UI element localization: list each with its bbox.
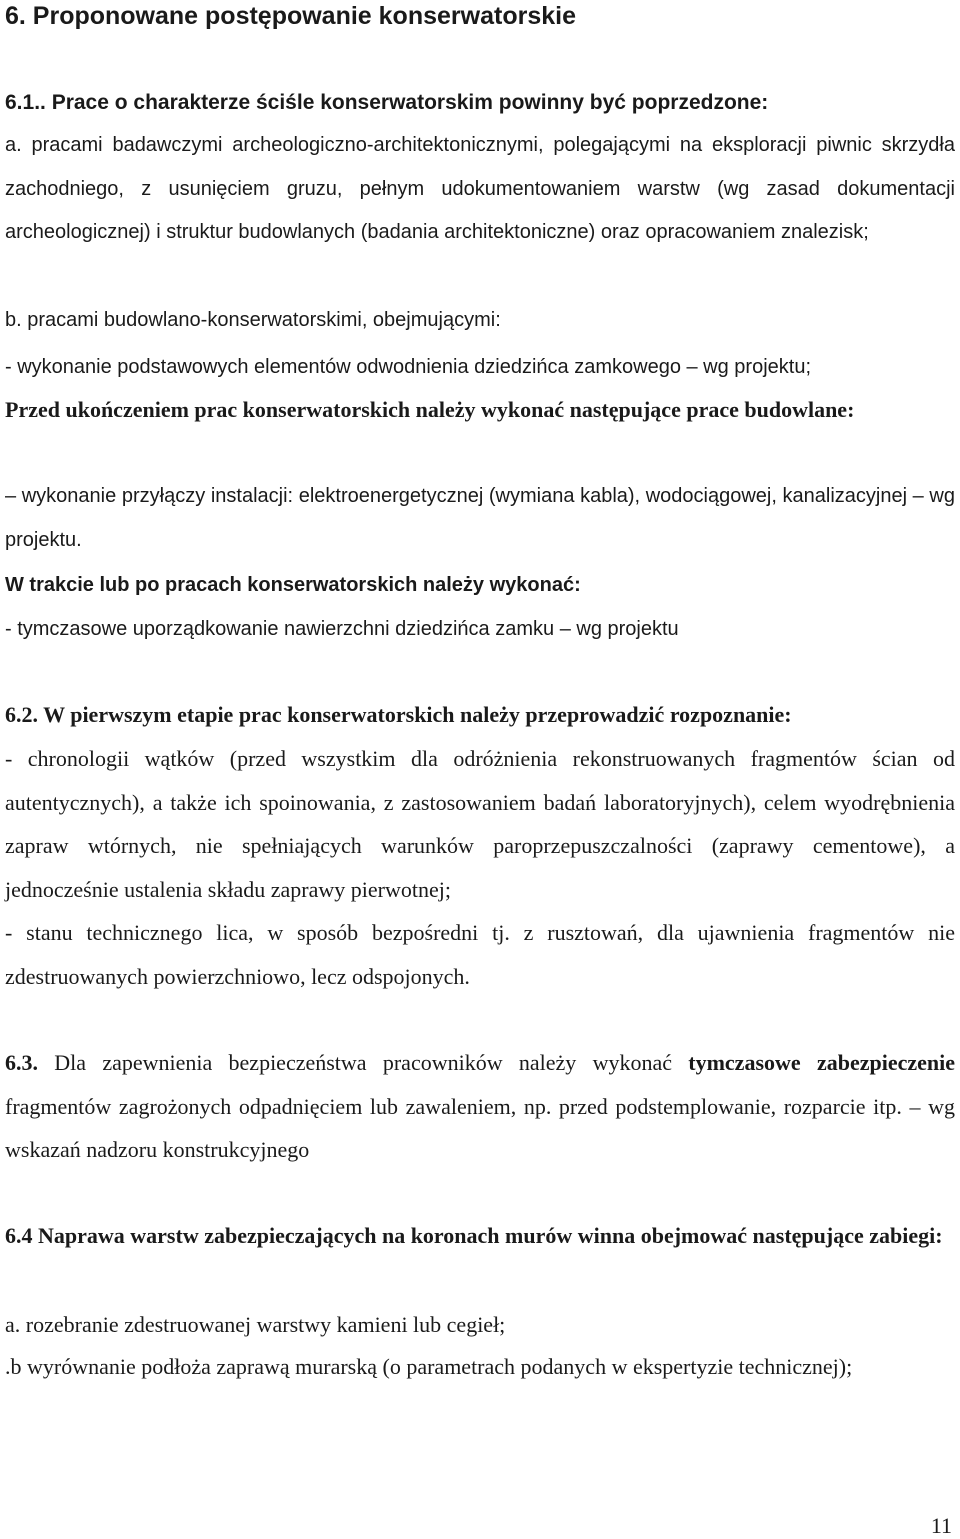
s63-paragraph [5, 1041, 955, 1172]
item-b-dash-line: - wykonanie podstawowych elementów odwodnienia dziedzińca zamkowego – wg projektu; [5, 356, 812, 378]
s64-item-a: a. rozebranie zdestruowanej warstwy kamieni lub cegieł; [5, 1312, 506, 1337]
item-a-paragraph: a. pracami badawczymi archeologiczno-architektonicznymi, polegającymi na eksploracji piwnic skrzydła zachodniego, z usunięciem gruzu, pełnym udokumentowaniem warstw (wg zasad dokumentacji archeologicznej) i struktur budowlanych (badania architektoniczne) oraz opracowaniem znalezisk; [5, 134, 955, 243]
subsection-heading-6-1: 6.1.. Prace o charakterze ściśle konserwatorskim powinny być poprzedzone: [5, 91, 769, 114]
s63-text-1: Dla zapewnienia bezpieczeństwa pracowników należy wykonać [38, 1050, 689, 1075]
s63-bold-text: tymczasowe zabezpieczenie [688, 1050, 955, 1075]
s63-number: 6.3. [5, 1050, 38, 1075]
before-completion-item: – wykonanie przyłączy instalacji: elektroenergetycznej (wymiana kabla), wodociągowej, kanalizacyjnej – wg projektu. [5, 485, 955, 551]
before-completion-heading: Przed ukończeniem prac konserwatorskich należy wykonać następujące prace budowlane: [5, 397, 855, 422]
section-heading: 6. Proponowane postępowanie konserwatorskie [5, 2, 576, 30]
s64-item-b: .b wyrównanie podłoża zaprawą murarską (o parametrach podanych w ekspertyzie technicznej); [5, 1354, 853, 1379]
s63-text-2: fragmentów zagrożonych odpadnięciem lub zawaleniem, np. przed podstemplowanie, rozparcie itp. – wg wskazań nadzoru konstrukcyjnego [5, 1093, 955, 1162]
during-heading: W trakcie lub po pracach konserwatorskich należy wykonać: [5, 574, 581, 596]
s62-item-chronology: - chronologii wątków (przed wszystkim dla odróżnienia rekonstruowanych fragmentów ścian od autentycznych), a także ich spoinowania, z zastosowaniem badań laboratoryjnych), celem wyodrębnienia zapraw wtórnych, nie spełniających warunków paroprzepuszczalności (zaprawy cementowe), a jednocześnie ustalenia składu zaprawy pierwotnej; [5, 746, 955, 902]
page-number: 11 [930, 1513, 952, 1538]
item-b-line: b. pracami budowlano-konserwatorskimi, obejmującymi: [5, 309, 501, 331]
during-item: - tymczasowe uporządkowanie nawierzchni dziedzińca zamku – wg projektu [5, 618, 679, 640]
document-page [5, 0, 955, 1537]
s62-item-technical-state: - stanu technicznego lica, w sposób bezpośredni tj. z rusztowań, dla ujawnienia fragmentów nie zdestruowanych powierzchniowo, lecz odspojonych. [5, 920, 955, 989]
subsection-heading-6-2: 6.2. W pierwszym etapie prac konserwatorskich należy przeprowadzić rozpoznanie: [5, 702, 792, 727]
subsection-heading-6-4: 6.4 Naprawa warstw zabezpieczających na koronach murów winna obejmować następujące zabiegi: [5, 1223, 943, 1248]
